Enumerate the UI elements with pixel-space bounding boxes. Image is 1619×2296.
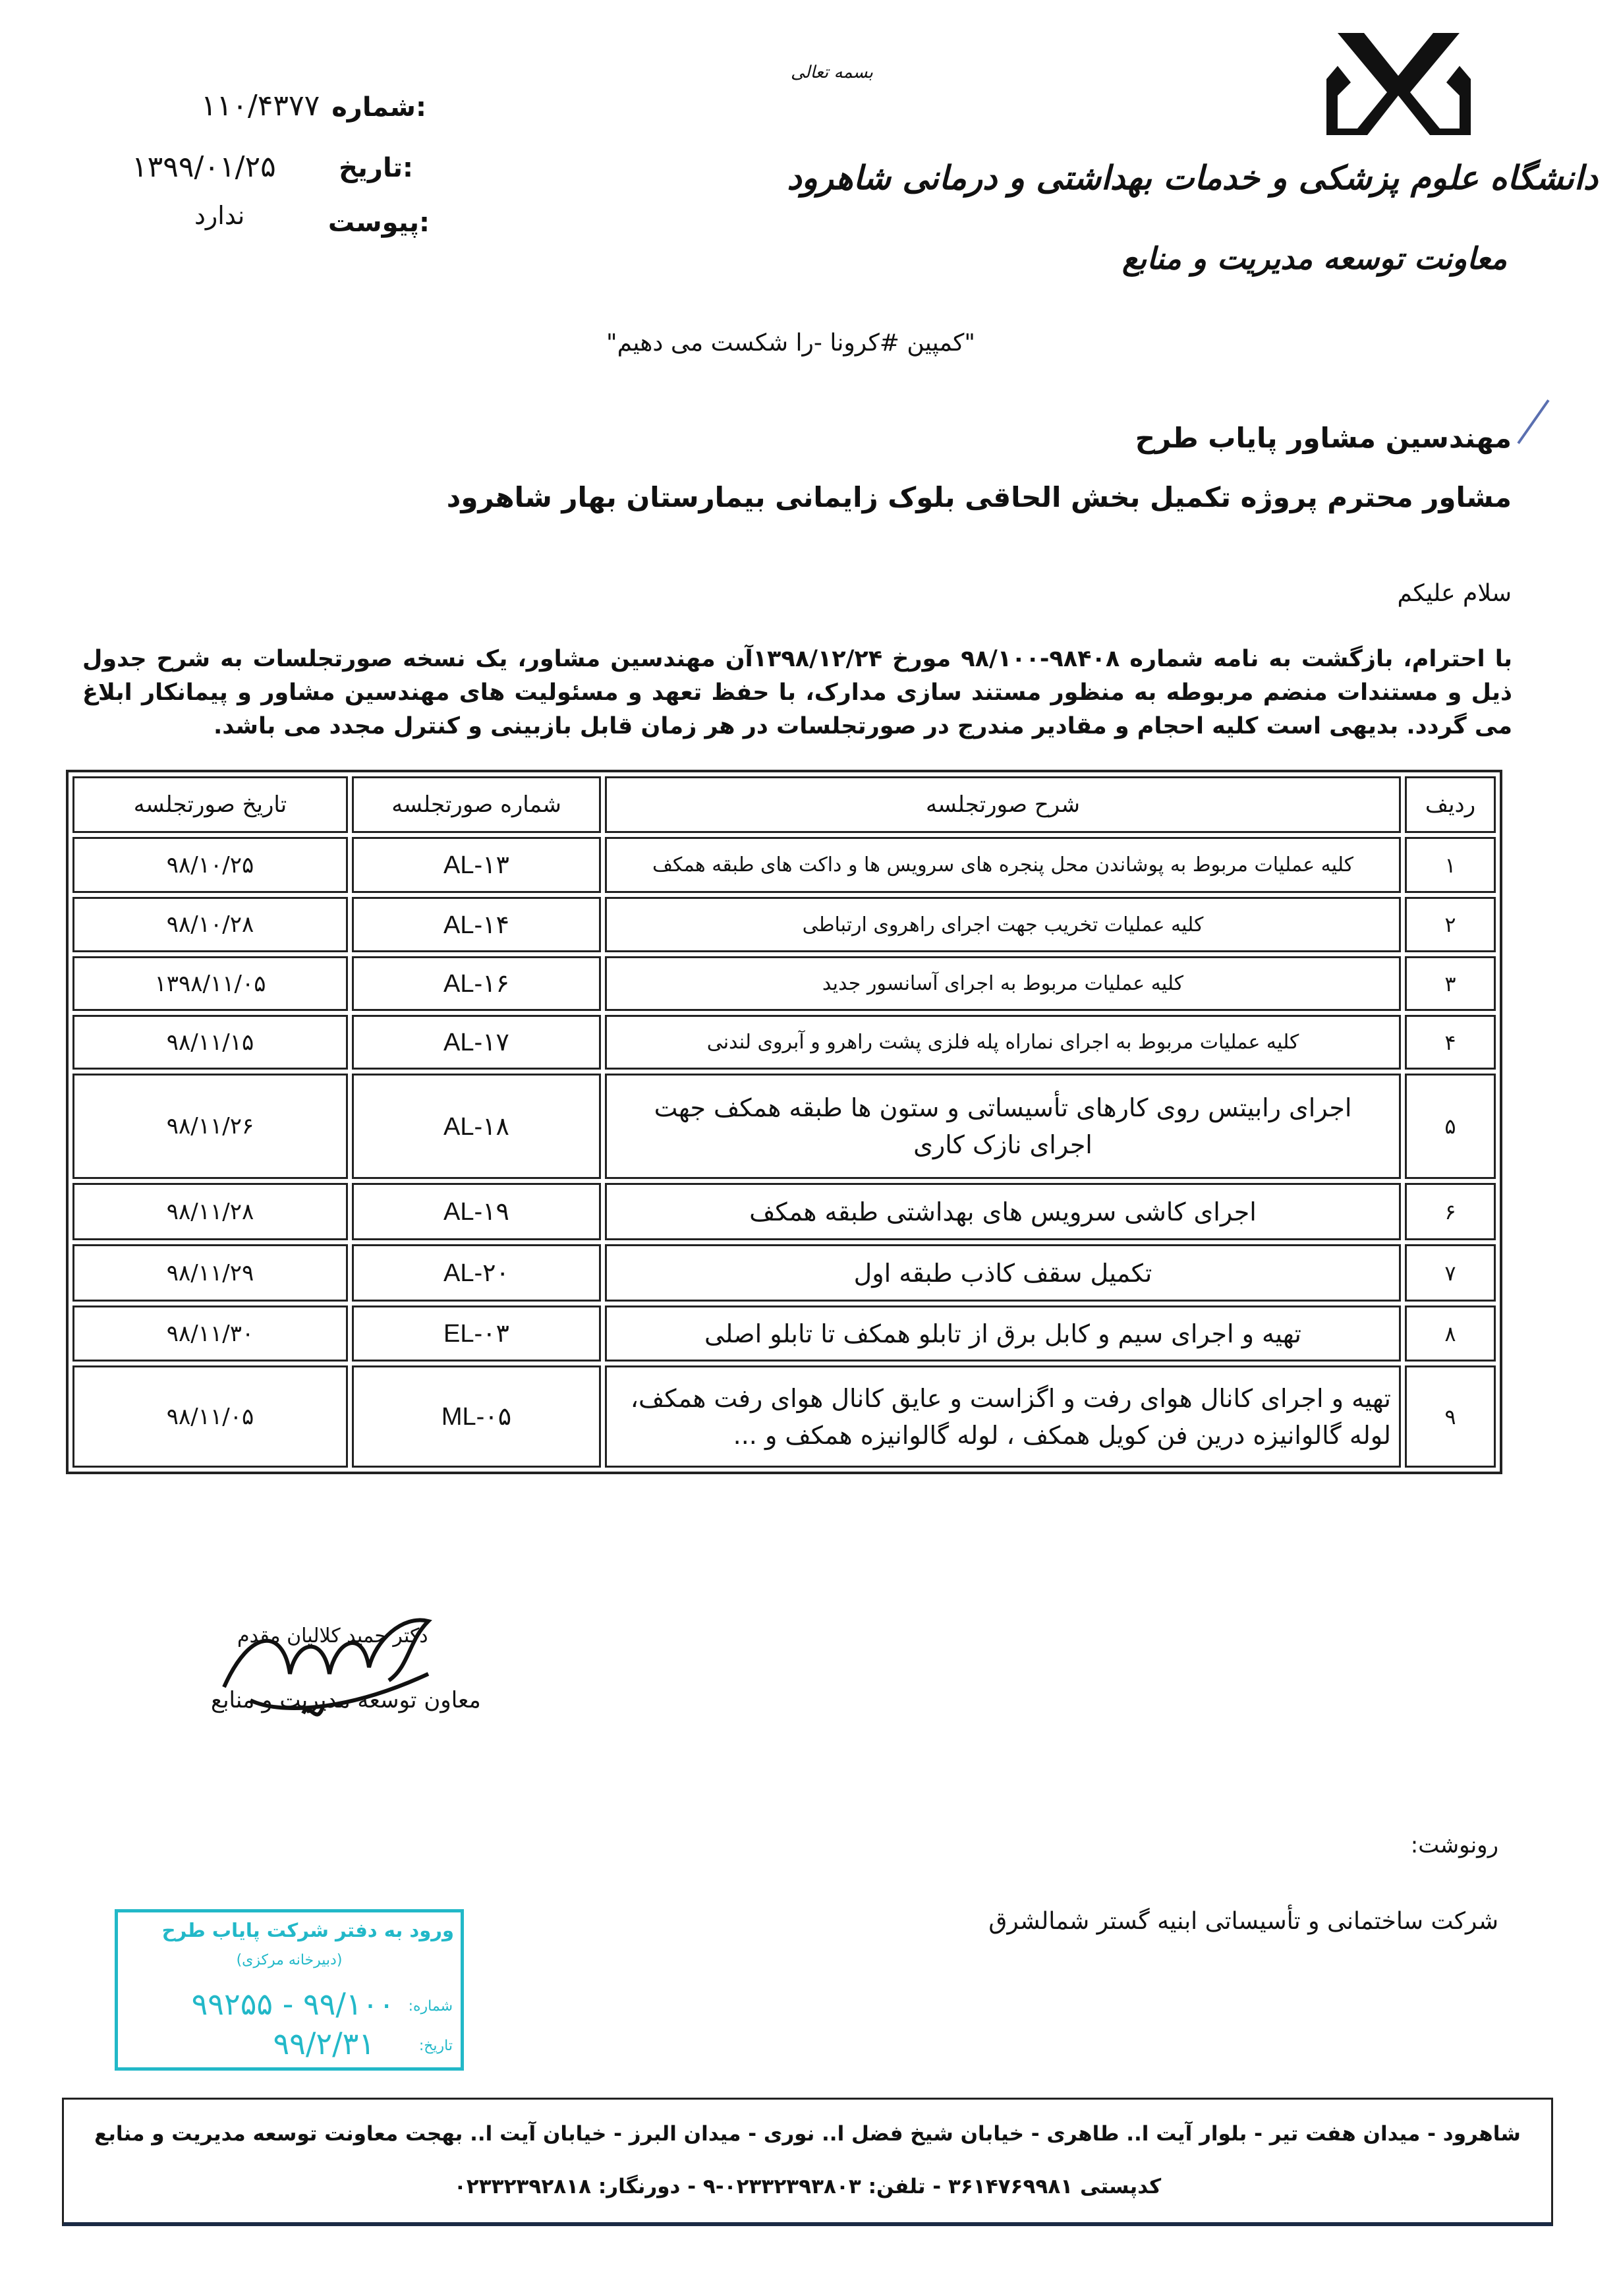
row-description: تهیه و اجرای کانال هوای رفت و اگزاست و عایق کانال هوای رفت همکف، لوله گالوانیزه درین فن کویل همکف ، لوله گالوانیزه همکف و ...: [605, 1365, 1401, 1468]
row-date: ۹۸/۱۰/۲۸: [72, 897, 348, 952]
bismillah: بسمه تعالی: [791, 63, 873, 82]
received-stamp: [115, 1909, 464, 2071]
row-minutes-number: AL-۱۶: [352, 956, 601, 1011]
stamp-number-label: شماره:: [408, 1998, 453, 2015]
row-date: ۹۸/۱۱/۱۵: [72, 1015, 348, 1070]
table-row: [72, 1074, 1496, 1179]
table-row: [72, 1365, 1496, 1468]
row-number: ۳: [1405, 956, 1496, 1011]
row-minutes-number: AL-۱۹: [352, 1183, 601, 1240]
footer-box: [62, 2098, 1553, 2226]
stamp-number-value: ۹۹۲۵۵ - ۹۹/۱۰۰: [191, 1986, 395, 2022]
row-number: ۸: [1405, 1306, 1496, 1362]
row-minutes-number: AL-۲۰: [352, 1244, 601, 1302]
row-minutes-number: ML-۰۵: [352, 1365, 601, 1468]
row-description: تهیه و اجرای سیم و کابل برق از تابلو همکف تا تابلو اصلی: [605, 1306, 1401, 1362]
footer-address: شاهرود - میدان هفت تیر - بلوار آیت ا.. طاهری - خیابان شیخ فضل ا.. نوری - میدان البرز - خیابان آیت ا.. بهجت معاونت توسعه مدیریت و منابع: [94, 2122, 1521, 2146]
date-label: تاریخ:: [339, 153, 413, 183]
row-description: کلیه عملیات مربوط به اجرای نماراه پله فلزی پشت راهرو و آبروی لندنی: [605, 1015, 1401, 1070]
table-row: [72, 1015, 1496, 1070]
header-minutes-date: تاریخ صورتجلسه: [72, 776, 348, 833]
row-description: تکمیل سقف کاذب طبقه اول: [605, 1244, 1401, 1302]
department-name: معاونت توسعه مدیریت و منابع: [1122, 241, 1507, 276]
body-paragraph: با احترام، بازگشت به نامه شماره ۹۸۴۰۸-۹۸/۱۰۰ مورخ ۱۳۹۸/۱۲/۲۴آن مهندسین مشاور، یک نسخه صورتجلسات به شرح جدول ذیل و مستندات منضم مربوطه به منظور مستند سازی مدارک، با حفظ تعهد و مسئولیت های مهندسین مشاور و پیمانکار ابلاغ می گردد. بدیهی است کلیه احجام و مقادیر مندرج در صورتجلسات در هر زمان قابل بازبینی و کنترل مجدد می باشد.: [82, 646, 1512, 739]
signatory-title: معاون توسعه مدیریت و منابع: [211, 1687, 481, 1713]
row-date: ۹۸/۱۱/۰۵: [72, 1365, 348, 1468]
row-description: کلیه عملیات مربوط به اجرای آسانسور جدید: [605, 956, 1401, 1011]
row-description: اجرای رابیتس روی کارهای تأسیساتی و ستون ها طبقه همکف جهت اجرای نازک کاری: [605, 1074, 1401, 1179]
date-value: ۱۳۹۹/۰۱/۲۵: [132, 150, 276, 184]
table-row: [72, 1306, 1496, 1362]
recipient-line-1: مهندسین مشاور پایاب طرح: [1135, 422, 1512, 454]
stamp-date-label: تاریخ:: [418, 2038, 453, 2054]
row-number: ۴: [1405, 1015, 1496, 1070]
row-number: ۱: [1405, 837, 1496, 893]
header-description: شرح صورتجلسه: [605, 776, 1401, 833]
row-description: کلیه عملیات مربوط به پوشاندن محل پنجره های سرویس ها و داکت های طبقه همکف: [605, 837, 1401, 893]
stamp-subtitle: (دبیرخانه مرکزی): [236, 1952, 343, 1968]
header-row-number: ردیف: [1405, 776, 1496, 833]
cc-item: شرکت ساختمانی و تأسیساتی ابنیه گستر شمالشرق: [988, 1908, 1498, 1935]
row-date: ۹۸/۱۰/۲۵: [72, 837, 348, 893]
pen-mark: [1517, 399, 1549, 444]
university-logo: [1324, 30, 1473, 135]
row-number: ۶: [1405, 1183, 1496, 1240]
table-row: [72, 1183, 1496, 1240]
row-date: ۹۸/۱۱/۲۸: [72, 1183, 348, 1240]
table-row: [72, 897, 1496, 952]
attachment-label: پیوست:: [327, 208, 430, 238]
row-date: ۱۳۹۸/۱۱/۰۵: [72, 956, 348, 1011]
row-number: ۹: [1405, 1365, 1496, 1468]
row-date: ۹۸/۱۱/۳۰: [72, 1306, 348, 1362]
row-description: اجرای کاشی سرویس های بهداشتی طبقه همکف: [605, 1183, 1401, 1240]
table-row: [72, 1244, 1496, 1302]
row-minutes-number: AL-۱۴: [352, 897, 601, 952]
campaign-slogan: "کمپین #کرونا -را شکست می دهیم": [606, 330, 975, 357]
attachment-value: ندارد: [194, 201, 245, 230]
row-minutes-number: AL-۱۳: [352, 837, 601, 893]
row-minutes-number: AL-۱۸: [352, 1074, 601, 1179]
row-minutes-number: EL-۰۳: [352, 1306, 601, 1362]
cc-label: رونوشت:: [1410, 1832, 1498, 1858]
greeting: سلام علیکم: [1397, 580, 1512, 607]
row-number: ۷: [1405, 1244, 1496, 1302]
row-description: کلیه عملیات تخریب جهت اجرای راهروی ارتباطی: [605, 897, 1401, 952]
minutes-table: [66, 770, 1502, 1474]
row-number: ۵: [1405, 1074, 1496, 1179]
signatory-name: دکتر حمید کلالیان مقدم: [237, 1624, 428, 1648]
stamp-title: ورود به دفتر شرکت پایاب طرح: [161, 1919, 454, 1941]
number-value: ۱۱۰/۴۳۷۷: [201, 89, 320, 123]
row-date: ۹۸/۱۱/۲۹: [72, 1244, 348, 1302]
university-name: دانشگاه علوم پزشکی و خدمات بهداشتی و درمانی شاهرود: [787, 158, 1598, 197]
table-row: [72, 956, 1496, 1011]
table-header-row: [72, 776, 1496, 833]
stamp-date-value: ۹۹/۲/۳۱: [273, 2026, 375, 2061]
row-date: ۹۸/۱۱/۲۶: [72, 1074, 348, 1179]
table-row: [72, 837, 1496, 893]
row-number: ۲: [1405, 897, 1496, 952]
number-label: شماره:: [331, 92, 426, 123]
footer-contact: کدپستی ۳۶۱۴۷۶۹۹۸۱ - تلفن: ۰۲۳۳۲۳۹۳۸۰۳-۹ - دورنگار: ۰۲۳۳۲۳۹۲۸۱۸: [453, 2175, 1162, 2198]
row-minutes-number: AL-۱۷: [352, 1015, 601, 1070]
recipient-line-2: مشاور محترم پروژه تکمیل بخش الحاقی بلوک زایمانی بیمارستان بهار شاهرود: [446, 481, 1512, 513]
header-minutes-number: شماره صورتجلسه: [352, 776, 601, 833]
